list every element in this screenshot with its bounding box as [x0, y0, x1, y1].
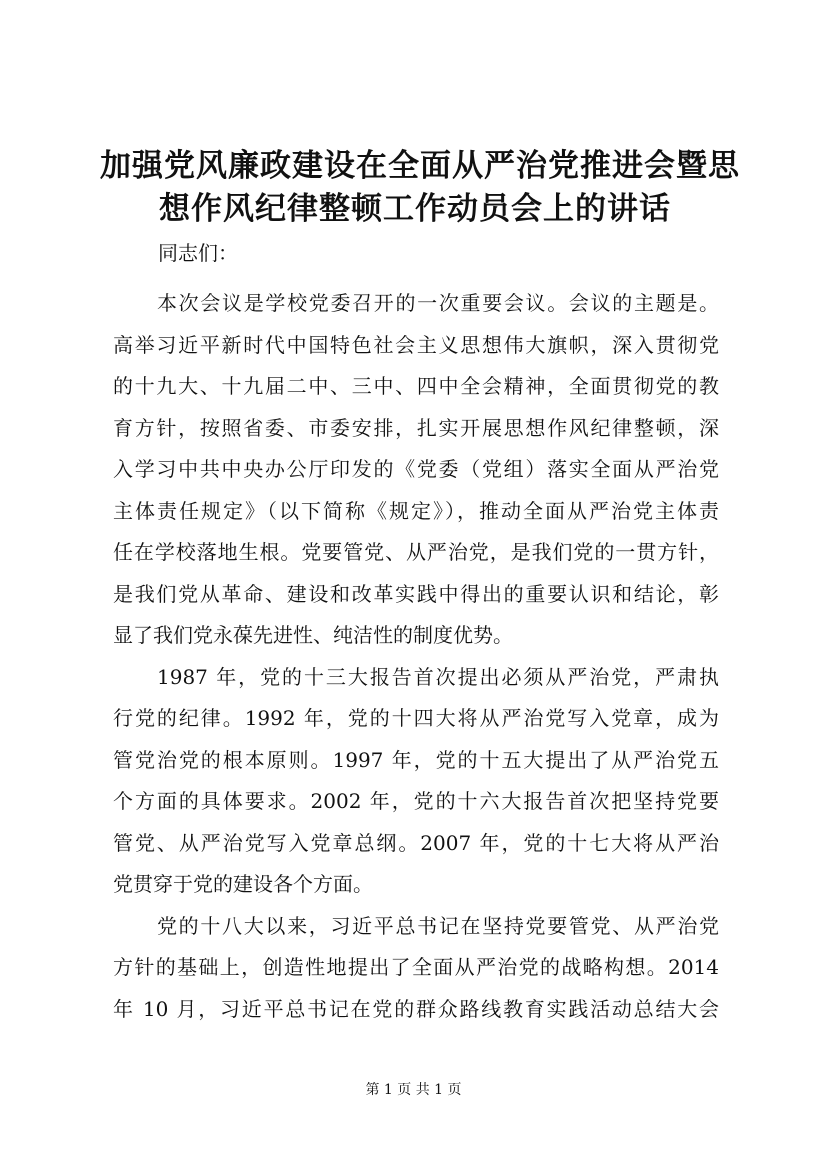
- paragraph-1-line: 育方针，按照省委、市委安排，扎实开展思想作风纪律整顿，深: [113, 415, 719, 440]
- paragraph-3-line: 年 10 月，习近平总书记在党的群众路线教育实践活动总结大会: [113, 996, 719, 1021]
- paragraph-1-line: 本次会议是学校党委召开的一次重要会议。会议的主题是。: [157, 291, 719, 315]
- paragraph-1-line: 主体责任规定》（以下简称《规定》），推动全面从严治党主体责: [113, 498, 719, 523]
- paragraph-2-line: 1987 年，党的十三大报告首次提出必须从严治党，严肃执: [157, 664, 719, 689]
- paragraph-2-line: 管党、从严治党写入党章总纲。2007 年，党的十七大将从严治: [113, 830, 719, 855]
- paragraph-1-line: 显了我们党永葆先进性、纯洁性的制度优势。: [113, 623, 513, 647]
- paragraph-1-line: 任在学校落地生根。党要管党、从严治党，是我们党的一贯方针，: [113, 540, 719, 564]
- page-number-footer: 第 1 页 共 1 页: [365, 1082, 462, 1098]
- paragraph-2-line: 党贯穿于党的建设各个方面。: [113, 872, 373, 896]
- document-title-line-1: 加强党风廉政建设在全面从严治党推进会暨思: [100, 148, 740, 184]
- paragraph-1-line: 入学习中共中央办公厅印发的《党委（党组）落实全面从严治党: [113, 457, 719, 481]
- greeting: 同志们：: [158, 241, 238, 265]
- paragraph-3-line: 党的十八大以来，习近平总书记在坚持党要管党、从严治党: [157, 913, 719, 938]
- paragraph-2-line: 个方面的具体要求。2002 年，党的十六大报告首次把坚持党要: [113, 789, 719, 813]
- paragraph-1-line: 是我们党从革命、建设和改革实践中得出的重要认识和结论，彰: [113, 581, 719, 606]
- paragraph-1-line: 的十九大、十九届二中、三中、四中全会精神，全面贯彻党的教: [113, 374, 719, 398]
- paragraph-1-line: 高举习近平新时代中国特色社会主义思想伟大旗帜，深入贯彻党: [113, 332, 719, 357]
- document-title-line-2: 想作风纪律整顿工作动员会上的讲话: [159, 191, 671, 227]
- paragraph-2-line: 行党的纪律。1992 年，党的十四大将从严治党写入党章，成为: [113, 706, 719, 730]
- paragraph-3-line: 方针的基础上，创造性地提出了全面从严治党的战略构想。2014: [113, 955, 719, 979]
- document-body: [113, 283, 719, 1030]
- paragraph-2-line: 管党治党的根本原则。1997 年，党的十五大提出了从严治党五: [113, 747, 719, 772]
